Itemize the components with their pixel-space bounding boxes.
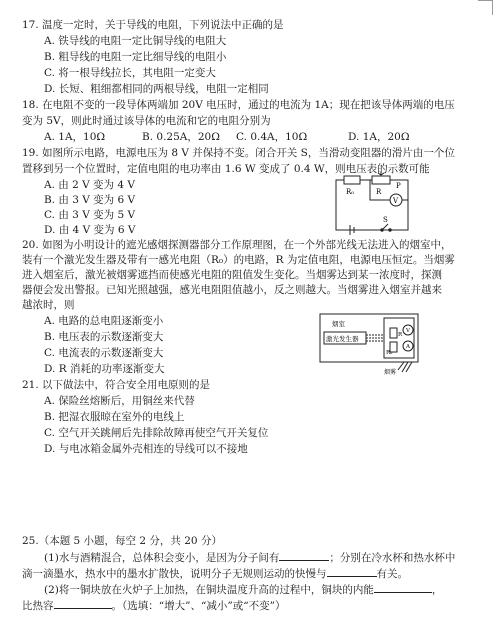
q25-p2-text-d: 。（选填：“增大”、“减小”或“不变”） [111,600,286,612]
q17-option-d: D. 长短、粗细都相同的两根导线，电阻一定相同 [44,83,269,95]
q25-part2-line2 [22,598,285,613]
q18-option-d: D. 1A，20Ω [348,131,410,143]
q17-option-a: A. 铁导线的电阻一定比铜导线的电阻大 [44,35,227,47]
q20-label-v: V [406,328,410,334]
q18-option-c: C. 0.4A，10Ω [236,131,308,143]
q21-option-c: C. 空气开关跳闸后先排除故障再使空气开关复位 [44,427,269,439]
page-corner-mark [478,0,493,15]
q25-p1-text-d: 有关。 [376,568,408,580]
q19-circuit-diagram [330,172,416,236]
q25-p1-text-b: ；分别在冷水杯和热水杯中 [329,552,456,564]
q25-part1-line2 [22,566,408,581]
q21-option-b: B. 把湿衣服晾在室外的电线上 [44,411,185,423]
q25-blank-4[interactable] [54,598,112,609]
q25-p2-text-c: 比热容 [22,600,54,612]
q20-stem-line4: 器便会发出警报。已知光照越强，感光电阻阻值越小，反之则越大。当烟雾进入烟室并越来 [22,284,442,296]
q20-option-d: D. R 消耗的功率逐渐变大 [44,363,165,375]
q19-option-a: A. 由 2 V 变为 4 V [44,179,135,191]
q19-option-b: B. 由 3 V 变为 6 V [44,194,136,206]
q25-part1-line1 [44,550,455,565]
q20-stem-line2: 装有一个激光发生器及带有一感光电阻（R₀）的电路，R 为定值电阻，电源电压恒定。当烟雾 [22,254,455,266]
q19-option-c: C. 由 3 V 变为 5 V [44,209,136,221]
q25-p1-text-c: 滴一滴墨水，热水中的墨水扩散快，说明分子无规则运动的快慢与 [22,568,327,580]
q19-label-v: V [393,197,399,205]
q20-label-r: R [398,332,403,338]
q20-option-b: B. 电压表的示数逐渐变大 [44,331,164,343]
q17-stem: 17. 温度一定时，关于导线的电阻，下列说法中正确的是 [22,19,284,31]
q21-option-d: D. 与电冰箱金属外壳相连的导线可以不接地 [44,443,248,455]
q20-label-r0: R₀ [386,350,393,356]
q25-blank-3[interactable] [374,582,432,593]
q25-part2-line1 [44,582,442,597]
q19-label-r0: R₀ [346,188,355,196]
q18-option-b: B. 0.25A，20Ω [142,131,220,143]
q20-label-laser: 激光发生器 [326,335,359,343]
q19-stem-line2: 置移到另一个位置时，定值电阻的电功率由 1.6 W 变成了 0.4 W，则电压表的示数可能 [22,163,430,175]
q19-label-p: P [396,182,401,190]
q18-stem-line2: 变为 5V，则此时通过该导体的电流和它的电阻分别为 [22,115,271,127]
q20-stem-line1: 20. 如图为小明设计的遮光感烟探测器部分工作原理图，在一个外部光线无法进入的烟室中， [22,239,452,251]
q25-blank-1[interactable] [279,550,329,561]
q25-p2-text-b: ， [431,584,443,596]
q25-header: 25.（本题 5 小题，每空 2 分，共 20 分） [22,535,222,547]
q19-option-d: D. 由 4 V 变为 6 V [44,224,136,236]
q17-option-c: C. 将一根导线拉长，其电阻一定变大 [44,67,216,79]
q18-option-a: A. 1A，10Ω [44,131,106,143]
q21-stem: 21. 以下做法中，符合安全用电原则的是 [22,379,211,391]
q25-p1-text-a: (1)水与酒精混合，总体积会变小，是因为分子间有 [44,552,280,564]
q20-stem-line3: 进入烟室后，激光被烟雾遮挡而使感光电阻的阻值发生变化。当烟雾达到某一浓度时，探测 [22,269,442,281]
q20-stem-line5: 越浓时，则 [22,299,75,311]
q18-stem-line1: 18. 在电阻不变的一段导体两端加 20V 电压时，通过的电流为 1A；现在把该导体两端的电压 [22,99,455,111]
q19-label-s: S [383,216,388,224]
q20-smoke-detector-diagram [318,312,422,376]
q20-option-a: A. 电路的总电阻逐渐变小 [44,315,164,327]
q20-label-room: 烟室 [332,320,345,328]
q19-label-r: R [376,188,382,196]
q20-label-smoke: 烟雾 [384,369,397,376]
q25-blank-2[interactable] [327,566,377,577]
q21-option-a: A. 保险丝熔断后，用铜丝来代替 [44,395,195,407]
q17-option-b: B. 粗导线的电阻一定比细导线的电阻小 [44,51,227,63]
q25-p2-text-a: (2)将一铜块放在火炉子上加热，在铜块温度升高的过程中，铜块的内能 [44,584,374,596]
q20-label-a: A [406,344,410,350]
q20-option-c: C. 电流表的示数逐渐变大 [44,347,164,359]
q19-stem-line1: 19. 如图所示电路，电源电压为 8 V 并保持不变。闭合开关 S，当滑动变阻器的滑片由一个位 [22,147,455,159]
